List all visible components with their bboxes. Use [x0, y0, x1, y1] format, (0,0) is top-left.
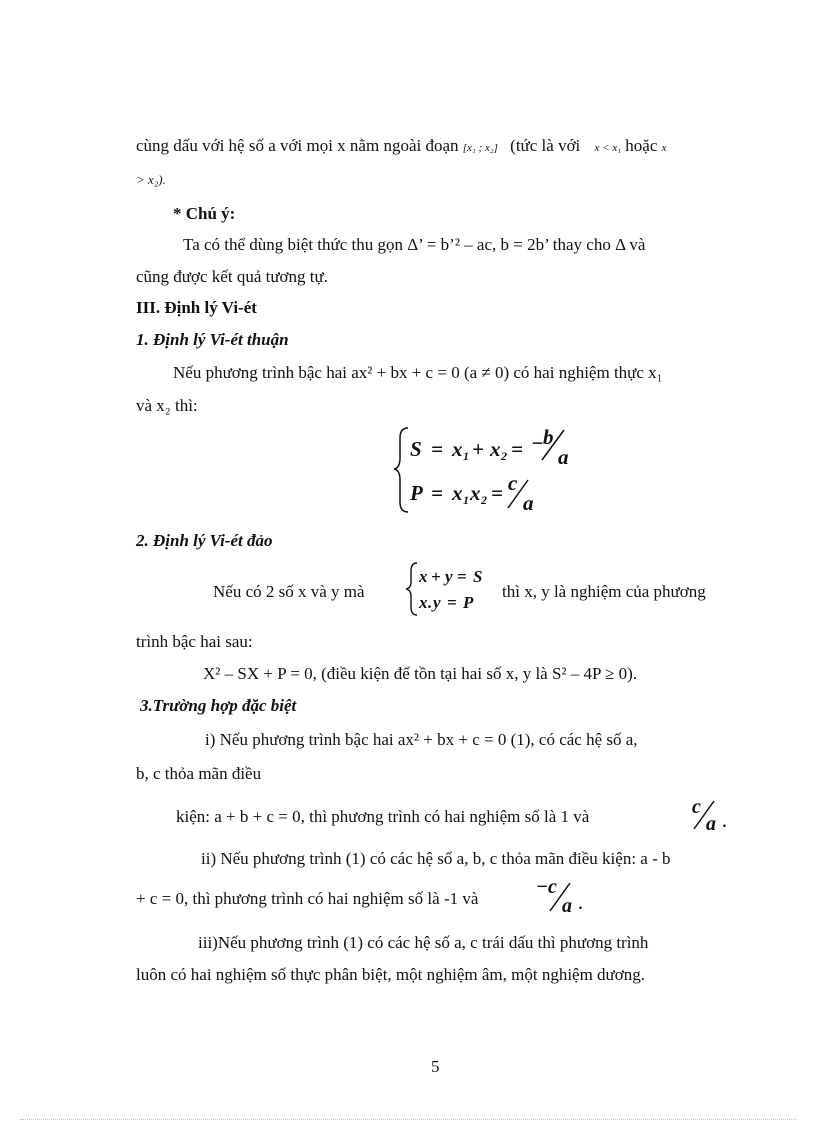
svg-text:.: .	[723, 814, 727, 831]
fraction-minus-c-over-a	[536, 877, 586, 915]
text-line: > x₂).	[136, 172, 166, 187]
subsection-title: 1. Định lý Vi-ét thuận	[136, 330, 289, 349]
formula-token: P	[410, 481, 423, 505]
formula-token: =	[431, 437, 443, 461]
formula-token: x	[490, 437, 501, 461]
formula-token: −	[531, 431, 544, 455]
section-title: III. Định lý Vi-ét	[136, 298, 257, 317]
svg-text:−: −	[536, 877, 549, 898]
formula-token: 2	[481, 493, 487, 507]
interval-expression: [x₁ ; x₂]	[462, 142, 498, 154]
formula-token: a	[523, 491, 534, 515]
formula-token: =	[511, 437, 523, 461]
formula-token: .	[428, 593, 433, 612]
note-label: * Chú ý:	[173, 204, 236, 223]
text-line: ii) Nếu phương trình (1) có các hệ số a, b, c thỏa mãn điều kiện: a - b	[201, 849, 671, 868]
svg-text:a: a	[706, 813, 716, 833]
formula-token: +	[431, 567, 441, 586]
formula-token: P	[463, 593, 474, 612]
text-line: b, c thỏa mãn điều	[136, 764, 262, 783]
text-line: Nếu có 2 số x và y mà	[213, 582, 365, 601]
svg-text:c: c	[548, 877, 557, 898]
formula-token: =	[457, 567, 467, 586]
text-line: i) Nếu phương trình bậc hai ax² + bx + c = 0 (1), có các hệ số a,	[205, 730, 638, 749]
page-number: 5	[431, 1057, 440, 1076]
formula-token: x	[470, 481, 481, 505]
formula-token: c	[508, 471, 518, 495]
formula-token: +	[472, 437, 484, 461]
svg-text:.: .	[579, 896, 583, 913]
formula-token: =	[491, 481, 503, 505]
text-line: X² – SX + P = 0, (điều kiện để tồn tại hai số x, y là S² – 4P ≥ 0).	[203, 664, 638, 683]
formula-token: y	[433, 593, 441, 612]
text-line: iii)Nếu phương trình (1) có các hệ số a, c trái dấu thì phương trình	[198, 933, 649, 952]
text-line: + c = 0, thì phương trình có hai nghiệm số là -1 và	[136, 889, 479, 908]
subsection-title: 3.Trường hợp đặc biệt	[140, 696, 297, 715]
svg-text:a: a	[562, 895, 572, 915]
formula-token: S	[410, 437, 422, 461]
formula-token: S	[473, 567, 483, 586]
formula-token: y	[445, 567, 453, 586]
text-line: cũng được kết quả tương tự.	[136, 267, 328, 286]
formula-token: =	[431, 481, 443, 505]
page-bottom-divider	[20, 1119, 796, 1120]
text-line: và x₂ thì:	[136, 396, 198, 415]
text-line: kiện: a + b + c = 0, thì phương trình có hai nghiệm số là 1 và	[176, 807, 590, 826]
formula-token: x	[419, 593, 428, 612]
text-line: Nếu phương trình bậc hai ax² + bx + c = 0 (a ≠ 0) có hai nghiệm thực x₁	[173, 363, 663, 382]
subsection-title: 2. Định lý Vi-ét đảo	[136, 531, 273, 550]
converse-vieta-system	[405, 560, 500, 618]
text-line: luôn có hai nghiệm số thực phân biệt, một nghiệm âm, một nghiệm dương.	[136, 965, 646, 984]
formula-token: x	[452, 481, 463, 505]
fraction-c-over-a	[690, 797, 730, 833]
text-line: trình bậc hai sau:	[136, 632, 253, 651]
formula-token: b	[543, 425, 554, 449]
formula-token: x	[419, 567, 428, 586]
formula-token: 2	[501, 449, 507, 463]
text-line: cùng dấu với hệ số a với mọi x nằm ngoài đoạn [x₁ ; x₂] (tức là với x < x₁ hoặc x	[136, 136, 667, 155]
text-line: Ta có thể dùng biệt thức thu gọn Δ’ = b’² – ac, b = 2b’ thay cho Δ và	[183, 235, 646, 254]
inequality-expression: x < x₁	[594, 142, 622, 154]
formula-token: 1	[463, 449, 469, 463]
formula-token: =	[447, 593, 457, 612]
formula-token: 1	[463, 493, 469, 507]
text-line: thì x, y là nghiệm của phương	[502, 582, 706, 601]
formula-token: x	[452, 437, 463, 461]
vieta-formula	[392, 422, 592, 518]
svg-text:c: c	[692, 797, 701, 818]
formula-token: a	[558, 445, 569, 469]
